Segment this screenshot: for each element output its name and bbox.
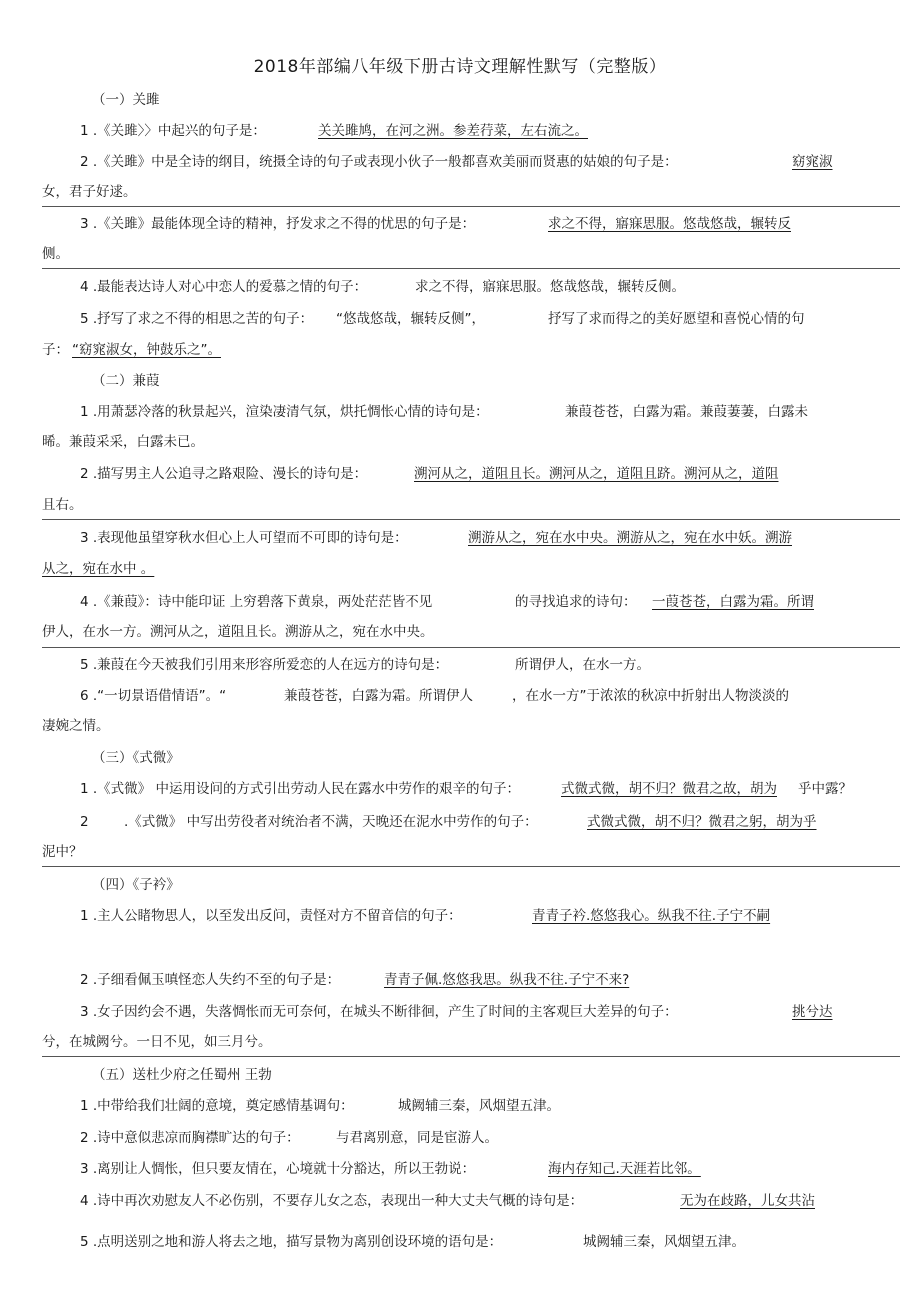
question: 子： (42, 342, 69, 358)
answer: 求之不得，寤寐思服。悠哉悠哉，辗转反 (548, 216, 791, 232)
answer: 兮，在城阙兮。一日不见，如三月兮。 (42, 1034, 272, 1050)
answer: 式微式微，胡不归？微君之故，胡为 (561, 781, 777, 797)
question: 抒写了求而得之的美好愿望和喜悦心情的句 (548, 311, 805, 327)
question: 6 .“一切景语借情语”。“ (80, 688, 227, 704)
answer: “悠哉悠哉，辗转反侧”， (336, 311, 485, 327)
section-heading: （三）《式微》 (92, 750, 180, 766)
question: 5 .抒写了求之不得的相思之苦的句子： (80, 311, 314, 327)
divider (42, 268, 900, 269)
answer: 伊人，在水一方。溯河从之，道阻且长。溯游从之，宛在水中央。 (42, 624, 434, 640)
question: 3 .女子因约会不遇，失落惆怅而无可奈何，在城头不断徘徊，产生了时间的主客观巨大差异的句子： (80, 1004, 678, 1020)
question: 4 .《兼葭》：诗中能印证 上穷碧落下黄泉，两处茫茫皆不见 (80, 594, 433, 610)
answer: 兼葭苍苍，白露为霜。所谓伊人 (284, 688, 473, 704)
question: 1 .用萧瑟冷落的秋景起兴，渲染凄清气氛，烘托惆怅心情的诗句是： (80, 404, 489, 420)
answer: 青青子佩.悠悠我思。纵我不往.子宁不来? (384, 972, 630, 988)
question: 4 .最能表达诗人对心中恋人的爱慕之情的句子： (80, 279, 368, 295)
question: ，在水一方”于浓浓的秋凉中折射出人物淡淡的 (512, 688, 789, 704)
question: 的寻找追求的诗句： (515, 594, 637, 610)
answer: “窈窕淑女，钟鼓乐之”。 (72, 342, 221, 358)
answer: 女，君子好逑。 (42, 184, 137, 200)
question: 1 .《关雎〉〉中起兴的句子是： (80, 123, 266, 139)
answer: 且右。 (42, 497, 83, 513)
question: 3 .离别让人惆怅，但只要友情在，心境就十分豁达，所以王勃说： (80, 1161, 476, 1177)
section-heading: （四）《子衿》 (92, 877, 180, 893)
answer: 海内存知己.天涯若比邻。 (548, 1161, 701, 1177)
question: 3 .《关雎》最能体现全诗的精神，抒发求之不得的忧思的句子是： (80, 216, 476, 232)
question: .《式微》 中写出劳役者对统治者不满，天晚还在泥水中劳作的句子： (124, 814, 538, 830)
question: 1 .主人公睹物思人，以至发出反问，责怪对方不留音信的句子： (80, 908, 462, 924)
question: 2 .诗中意似悲凉而胸襟旷达的句子： (80, 1130, 300, 1146)
answer: 关关雎鸠，在河之洲。参差荇菜，左右流之。 (318, 123, 588, 139)
question: 3 .表现他虽望穿秋水但心上人可望而不可即的诗句是： (80, 530, 408, 546)
section-heading: （二）兼葭 (92, 373, 160, 389)
answer: 城阙辅三秦，风烟望五津。 (398, 1098, 560, 1114)
answer: 所谓伊人，在水一方。 (515, 657, 650, 673)
divider (42, 647, 900, 648)
question: 5 .兼葭在今天被我们引用来形容所爱恋的人在远方的诗句是： (80, 657, 449, 673)
answer: 挑兮达 (792, 1004, 833, 1020)
answer: 溯河从之，道阻且长。溯河从之，道阻且跻。溯河从之，道阻 (414, 466, 779, 482)
question: 乎中露？ (798, 781, 852, 797)
answer: 式微式微，胡不归？微君之躬，胡为乎 (587, 814, 817, 830)
question: 1 .《式微》 中运用设问的方式引出劳动人民在露水中劳作的艰辛的句子： (80, 781, 520, 797)
document-title: 2018年部编八年级下册古诗文理解性默写（完整版） (253, 57, 667, 77)
answer: 求之不得，寤寐思服。悠哉悠哉，辗转反侧。 (415, 279, 685, 295)
answer: 一葭苍苍，白露为霜。所谓 (652, 594, 814, 610)
answer: 城阙辅三秦，风烟望五津。 (583, 1234, 745, 1250)
question: 2 (80, 814, 89, 830)
question: 2 .《关雎》中是全诗的纲目，统摄全诗的句子或表现小伙子一般都喜欢美丽而贤惠的姑娘的句子是： (80, 154, 678, 170)
answer: 晞。兼葭采采，白露未已。 (42, 434, 204, 450)
answer: 侧。 (42, 246, 69, 262)
answer: 无为在歧路，儿女共沾 (680, 1193, 815, 1209)
answer: 与君离别意，同是宦游人。 (336, 1130, 498, 1146)
answer: 从之，宛在水中 。 (42, 561, 155, 577)
question: 1 .中带给我们壮阔的意境，奠定感情基调句： (80, 1098, 354, 1114)
divider (42, 1056, 900, 1057)
question: 2 .描写男主人公追寻之路艰险、漫长的诗句是： (80, 466, 368, 482)
section-heading: （一）关雎 (92, 92, 160, 108)
answer: 青青子衿.悠悠我心。纵我不往.子宁不嗣 (532, 908, 771, 924)
divider (42, 519, 900, 520)
question: 2 .子细看佩玉嗔怪恋人失约不至的句子是： (80, 972, 341, 988)
divider (42, 206, 900, 207)
answer: 兼葭苍苍，白露为霜。兼葭萋萋，白露未 (565, 404, 808, 420)
answer: 溯游从之，宛在水中央。溯游从之，宛在水中妖。溯游 (468, 530, 792, 546)
divider (42, 866, 900, 867)
question: 4 .诗中再次劝慰友人不必伤别，不要存儿女之态，表现出一种大丈夫气概的诗句是： (80, 1193, 584, 1209)
answer: 窈窕淑 (792, 154, 833, 170)
section-heading: （五）送杜少府之任蜀州 王勃 (92, 1067, 272, 1083)
question: 凄婉之情。 (42, 718, 110, 734)
question: 5 .点明送别之地和游人将去之地，描写景物为离别创设环境的语句是： (80, 1234, 503, 1250)
answer: 泥中？ (42, 844, 83, 860)
